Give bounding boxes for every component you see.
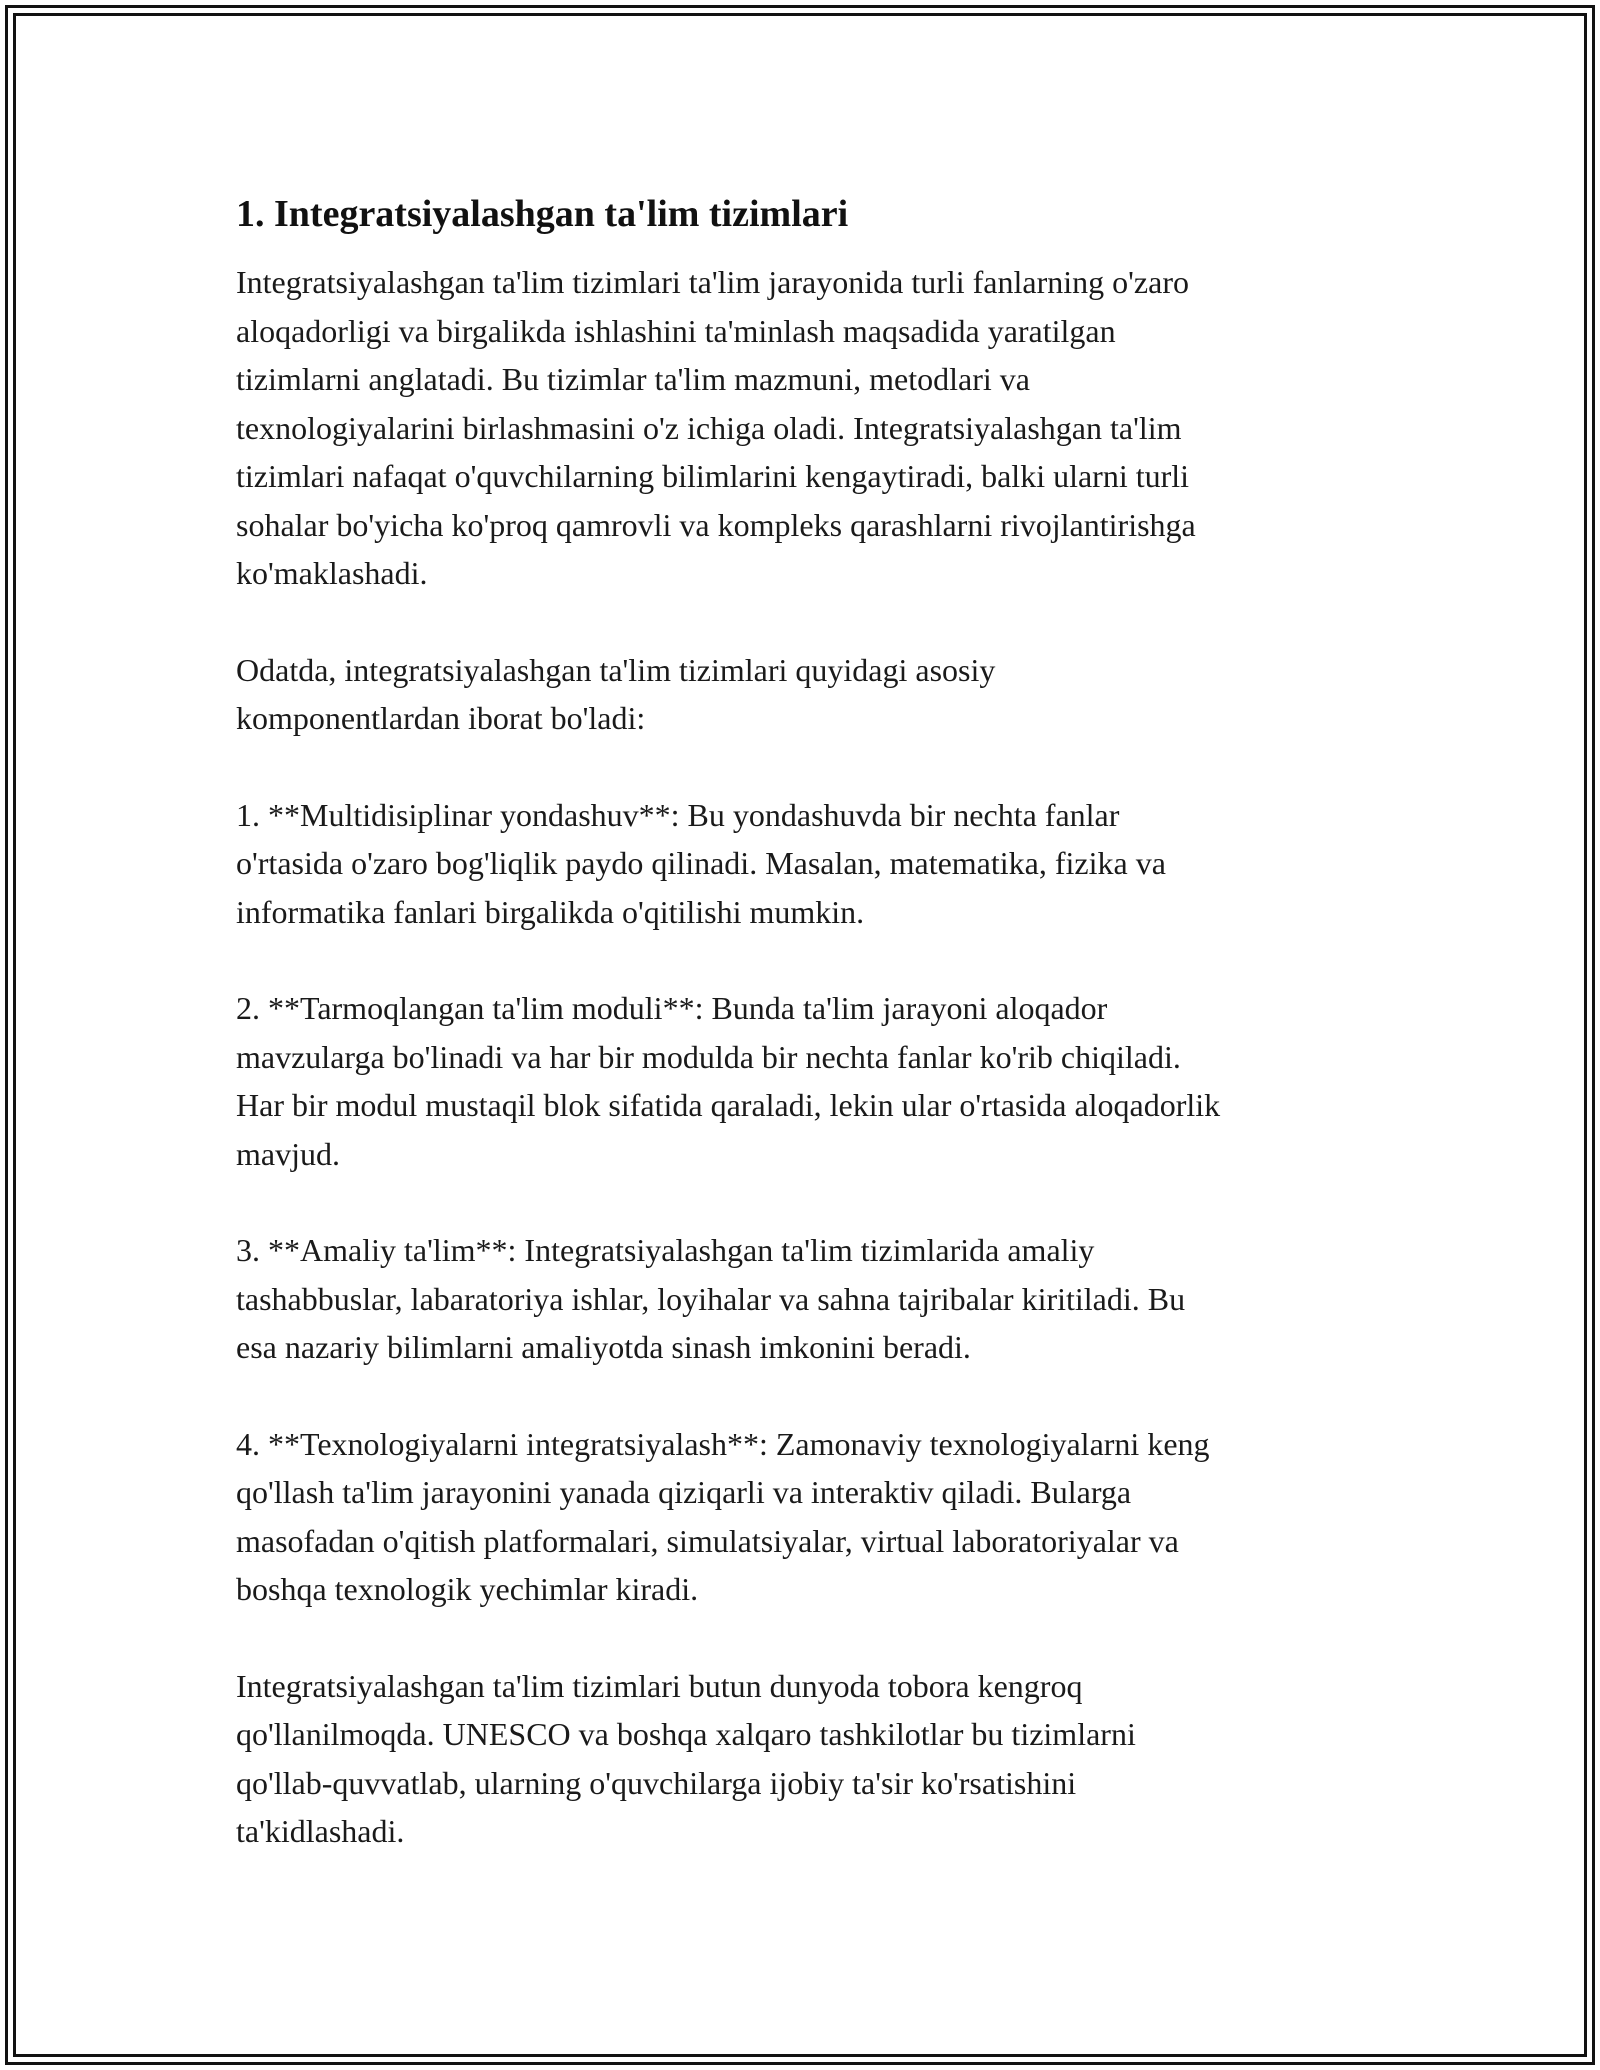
list-item-modular-learning: 2. **Tarmoqlangan ta'lim moduli**: Bunda ta'lim jarayoni aloqador mavzularga bo'linadi va har bir modulda bir nechta fanlar ko'rib chiqiladi. Har bir modul mustaqil blok sifatida qaraladi, lekin ular o'rtasida aloqadorlik mavjud.	[236, 990, 1221, 1172]
components-intro-paragraph: Odatda, integratsiyalashgan ta'lim tizimlari quyidagi asosiy komponentlardan iborat bo'ladi:	[236, 651, 996, 736]
document-body	[236, 188, 1376, 1904]
list-item-practical-learning: 3. **Amaliy ta'lim**: Integratsiyalashgan ta'lim tizimlarida amaliy tashabbuslar, labaratoriya ishlar, loyihalar va sahna tajribalar kiritiladi. Bu esa nazariy bilimlarni amaliyotda sinash imkonini beradi.	[236, 1232, 1186, 1365]
intro-paragraph: Integratsiyalashgan ta'lim tizimlari ta'lim jarayonida turli fanlarning o'zaro aloqadorligi va birgalikda ishlashini ta'minlash maqsadida yaratilgan tizimlarni anglatadi. Bu tizimlar ta'lim mazmuni, metodlari va texnologiyalarini birlashmasini o'z ichiga oladi. Integratsiyalashgan ta'lim tizimlari nafaqat o'quvchilarning bilimlarini kengaytiradi, balki ularni turli sohalar bo'yicha ko'proq qamrovli va kompleks qarashlarni rivojlantirishga ko'maklashadi.	[236, 264, 1196, 591]
list-item-technology-integration: 4. **Texnologiyalarni integratsiyalash**: Zamonaviy texnologiyalarni keng qo'llash ta'lim jarayonini yanada qiziqarli va interaktiv qiladi. Bularga masofadan o'qitish platformalari, simulatsiyalar, virtual laboratoriyalar va boshqa texnologik yechimlar kiradi.	[236, 1425, 1210, 1607]
section-heading: 1. Integratsiyalashgan ta'lim tizimlari	[236, 193, 849, 235]
conclusion-paragraph: Integratsiyalashgan ta'lim tizimlari butun dunyoda tobora kengroq qo'llanilmoqda. UNESCO va boshqa xalqaro tashkilotlar bu tizimlarni qo'llab-quvvatlab, ularning o'quvchilarga ijobiy ta'sir ko'rsatishini ta'kidlashadi.	[236, 1667, 1136, 1849]
list-item-multidisciplinary: 1. **Multidisiplinar yondashuv**: Bu yondashuvda bir nechta fanlar o'rtasida o'zaro bog'liqlik paydo qilinadi. Masalan, matematika, fizika va informatika fanlari birgalikda o'qitilishi mumkin.	[236, 796, 1166, 930]
